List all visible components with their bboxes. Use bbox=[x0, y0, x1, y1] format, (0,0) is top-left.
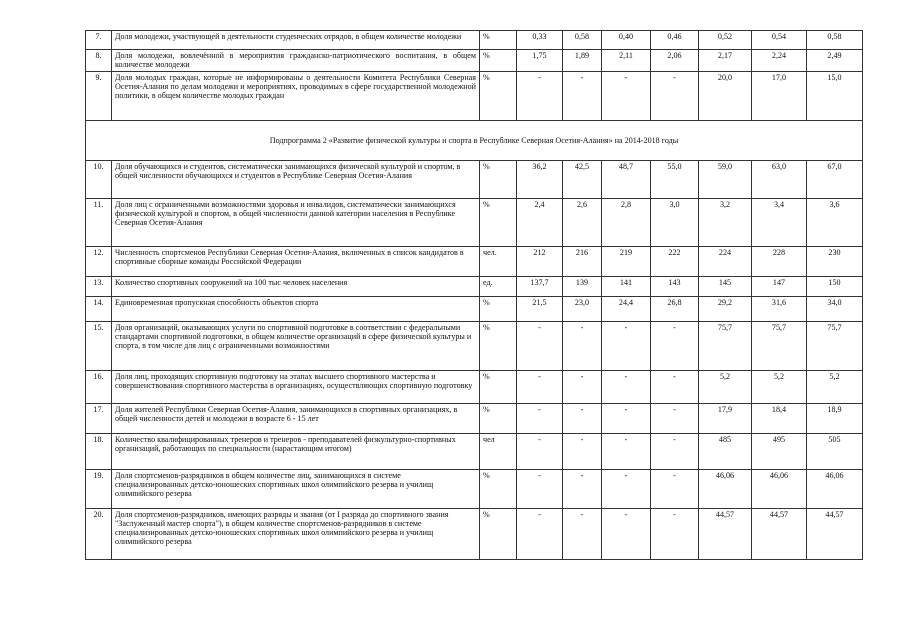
value-cell: 15,0 bbox=[807, 72, 863, 121]
indicator-name: Количество квалифицированных тренеров и тренеров - преподавателей физкультурно-спортивных организаций, работающих по специальности (нарастающим итогом) bbox=[112, 434, 480, 470]
table-section-youth bbox=[86, 31, 863, 121]
subprogram-title: Подпрограмма 2 «Развитие физической культуры и спорта в Республике Северная Осетия-Алания» на 2014-2018 годы bbox=[86, 121, 863, 161]
unit-cell: % bbox=[480, 297, 517, 322]
row-number: 14. bbox=[86, 297, 112, 322]
value-cell: - bbox=[651, 72, 699, 121]
value-cell: - bbox=[602, 434, 651, 470]
value-cell: 44,57 bbox=[752, 509, 807, 560]
unit-cell: % bbox=[480, 404, 517, 434]
row-number: 12. bbox=[86, 247, 112, 277]
value-cell: - bbox=[517, 72, 563, 121]
indicator-name: Доля обучающихся и студентов, систематически занимающихся физической культурой и спортом, в общей численности обучающихся и студентов в Республике Северная Осетия-Алания bbox=[112, 161, 480, 199]
value-cell: 75,7 bbox=[752, 322, 807, 371]
unit-cell: % bbox=[480, 50, 517, 72]
value-cell: 230 bbox=[807, 247, 863, 277]
value-cell: 34,0 bbox=[807, 297, 863, 322]
value-cell: 2,6 bbox=[563, 199, 602, 247]
table-row bbox=[86, 31, 863, 50]
value-cell: 2,49 bbox=[807, 50, 863, 72]
indicator-name: Доля молодых граждан, которые не информированы о деятельности Комитета Республики Северная Осетия-Алания по делам молодежи и мероприятиях, проводимых в сфере государственной молодежной политики, в общем количестве молодых граждан bbox=[112, 72, 480, 121]
row-number: 15. bbox=[86, 322, 112, 371]
table-row bbox=[86, 404, 863, 434]
indicator-name: Единовременная пропускная способность объектов спорта bbox=[112, 297, 480, 322]
value-cell: 67,0 bbox=[807, 161, 863, 199]
value-cell: 46,06 bbox=[807, 470, 863, 509]
value-cell: 0,58 bbox=[563, 31, 602, 50]
table-row bbox=[86, 277, 863, 297]
value-cell: 0,33 bbox=[517, 31, 563, 50]
row-number: 10. bbox=[86, 161, 112, 199]
value-cell: 2,11 bbox=[602, 50, 651, 72]
unit-cell: % bbox=[480, 199, 517, 247]
value-cell: 147 bbox=[752, 277, 807, 297]
value-cell: 505 bbox=[807, 434, 863, 470]
value-cell: 495 bbox=[752, 434, 807, 470]
value-cell: - bbox=[651, 509, 699, 560]
table-row bbox=[86, 470, 863, 509]
value-cell: - bbox=[563, 322, 602, 371]
value-cell: 44,57 bbox=[699, 509, 752, 560]
value-cell: 26,8 bbox=[651, 297, 699, 322]
value-cell: - bbox=[517, 322, 563, 371]
value-cell: - bbox=[517, 434, 563, 470]
row-number: 11. bbox=[86, 199, 112, 247]
value-cell: - bbox=[563, 470, 602, 509]
value-cell: 59,0 bbox=[699, 161, 752, 199]
value-cell: 216 bbox=[563, 247, 602, 277]
value-cell: 2,06 bbox=[651, 50, 699, 72]
value-cell: 3,6 bbox=[807, 199, 863, 247]
table-row bbox=[86, 371, 863, 404]
indicators-table bbox=[85, 30, 863, 560]
value-cell: 21,5 bbox=[517, 297, 563, 322]
value-cell: - bbox=[602, 470, 651, 509]
value-cell: 143 bbox=[651, 277, 699, 297]
value-cell: - bbox=[563, 72, 602, 121]
value-cell: - bbox=[602, 404, 651, 434]
value-cell: 485 bbox=[699, 434, 752, 470]
unit-cell: % bbox=[480, 31, 517, 50]
row-number: 16. bbox=[86, 371, 112, 404]
value-cell: 3,0 bbox=[651, 199, 699, 247]
value-cell: - bbox=[651, 371, 699, 404]
row-number: 9. bbox=[86, 72, 112, 121]
table-row bbox=[86, 72, 863, 121]
value-cell: 139 bbox=[563, 277, 602, 297]
value-cell: 75,7 bbox=[699, 322, 752, 371]
unit-cell: % bbox=[480, 161, 517, 199]
value-cell: 46,06 bbox=[752, 470, 807, 509]
row-number: 19. bbox=[86, 470, 112, 509]
value-cell: - bbox=[602, 322, 651, 371]
unit-cell: % bbox=[480, 322, 517, 371]
unit-cell: % bbox=[480, 470, 517, 509]
value-cell: 0,52 bbox=[699, 31, 752, 50]
value-cell: 1,89 bbox=[563, 50, 602, 72]
table-row bbox=[86, 297, 863, 322]
value-cell: 29,2 bbox=[699, 297, 752, 322]
value-cell: - bbox=[517, 509, 563, 560]
value-cell: 75,7 bbox=[807, 322, 863, 371]
table-section-sport bbox=[86, 161, 863, 560]
value-cell: - bbox=[517, 404, 563, 434]
value-cell: 55,0 bbox=[651, 161, 699, 199]
value-cell: 0,40 bbox=[602, 31, 651, 50]
value-cell: 20,0 bbox=[699, 72, 752, 121]
table-row bbox=[86, 322, 863, 371]
subprogram-header bbox=[86, 121, 863, 161]
value-cell: 31,6 bbox=[752, 297, 807, 322]
unit-cell: % bbox=[480, 509, 517, 560]
value-cell: 150 bbox=[807, 277, 863, 297]
value-cell: 18,9 bbox=[807, 404, 863, 434]
table-row bbox=[86, 509, 863, 560]
value-cell: 17,9 bbox=[699, 404, 752, 434]
value-cell: 63,0 bbox=[752, 161, 807, 199]
value-cell: 24,4 bbox=[602, 297, 651, 322]
value-cell: - bbox=[651, 322, 699, 371]
value-cell: 18,4 bbox=[752, 404, 807, 434]
value-cell: 3,4 bbox=[752, 199, 807, 247]
row-number: 7. bbox=[86, 31, 112, 50]
table-row bbox=[86, 161, 863, 199]
value-cell: 2,8 bbox=[602, 199, 651, 247]
table-row bbox=[86, 50, 863, 72]
indicator-name: Доля организаций, оказывающих услуги по спортивной подготовке в соответствии с федеральными стандартами спортивной подготовки, в общем количестве организаций в сфере физической культуры и спорта, в том числе для лиц с ограниченными возможностями bbox=[112, 322, 480, 371]
indicator-name: Доля лиц, проходящих спортивную подготовку на этапах высшего спортивного мастерства и совершенствования спортивного мастерства в организациях, осуществляющих спортивную подготовку bbox=[112, 371, 480, 404]
value-cell: 212 bbox=[517, 247, 563, 277]
indicator-name: Доля молодежи, вовлечённой в мероприятия гражданско-патриотического воспитания, в общем количестве молодежи bbox=[112, 50, 480, 72]
value-cell: - bbox=[602, 72, 651, 121]
value-cell: - bbox=[651, 470, 699, 509]
value-cell: - bbox=[563, 371, 602, 404]
indicator-name: Количество спортивных сооружений на 100 тыс человек населения bbox=[112, 277, 480, 297]
value-cell: 46,06 bbox=[699, 470, 752, 509]
row-number: 8. bbox=[86, 50, 112, 72]
value-cell: 1,75 bbox=[517, 50, 563, 72]
value-cell: 2,4 bbox=[517, 199, 563, 247]
table-row bbox=[86, 434, 863, 470]
indicator-name: Доля спортсменов-разрядников в общем количестве лиц, занимающихся в системе специализированных детско-юношеских спортивных школ олимпийского резерва и училищ олимпийского резерва bbox=[112, 470, 480, 509]
table-row bbox=[86, 247, 863, 277]
value-cell: 5,2 bbox=[752, 371, 807, 404]
value-cell: 44,57 bbox=[807, 509, 863, 560]
unit-cell: ед. bbox=[480, 277, 517, 297]
value-cell: 224 bbox=[699, 247, 752, 277]
value-cell: 48,7 bbox=[602, 161, 651, 199]
value-cell: 0,54 bbox=[752, 31, 807, 50]
row-number: 20. bbox=[86, 509, 112, 560]
value-cell: 17,0 bbox=[752, 72, 807, 121]
indicator-name: Доля молодежи, участвующей в деятельности студенческих отрядов, в общем количестве молодежи bbox=[112, 31, 480, 50]
value-cell: 5,2 bbox=[699, 371, 752, 404]
unit-cell: % bbox=[480, 72, 517, 121]
value-cell: - bbox=[563, 434, 602, 470]
unit-cell: % bbox=[480, 371, 517, 404]
value-cell: - bbox=[563, 404, 602, 434]
value-cell: - bbox=[563, 509, 602, 560]
value-cell: 2,17 bbox=[699, 50, 752, 72]
value-cell: 3,2 bbox=[699, 199, 752, 247]
indicator-name: Доля спортсменов-разрядников, имеющих разряды и звания (от I разряда до спортивного звания "Заслуженный мастер спорта"), в общем количестве спортсменов-разрядников в системе специализированных детско-юношеских спортивных школ олимпийского резерва и училищ олимпийского резерва bbox=[112, 509, 480, 560]
value-cell: 0,58 bbox=[807, 31, 863, 50]
table-row bbox=[86, 121, 863, 161]
value-cell: 222 bbox=[651, 247, 699, 277]
row-number: 18. bbox=[86, 434, 112, 470]
indicator-name: Доля жителей Республики Северная Осетия-Алания, занимающихся в спортивных организациях, в общей численности детей и молодежи в возрасте 6 - 15 лет bbox=[112, 404, 480, 434]
row-number: 17. bbox=[86, 404, 112, 434]
indicator-name: Численность спортсменов Республики Северная Осетия-Алания, включенных в список кандидатов в спортивные сборные команды Российской Федерации bbox=[112, 247, 480, 277]
unit-cell: чел. bbox=[480, 247, 517, 277]
value-cell: 145 bbox=[699, 277, 752, 297]
value-cell: 141 bbox=[602, 277, 651, 297]
unit-cell: чел bbox=[480, 434, 517, 470]
value-cell: - bbox=[651, 404, 699, 434]
row-number: 13. bbox=[86, 277, 112, 297]
value-cell: 0,46 bbox=[651, 31, 699, 50]
table-row bbox=[86, 199, 863, 247]
value-cell: 42,5 bbox=[563, 161, 602, 199]
value-cell: - bbox=[517, 371, 563, 404]
value-cell: 228 bbox=[752, 247, 807, 277]
indicator-name: Доля лиц с ограниченными возможностями здоровья и инвалидов, систематически занимающихся физической культурой и спортом, в общей численности данной категории населения в Республике Северная Осетия-Алания bbox=[112, 199, 480, 247]
value-cell: - bbox=[602, 509, 651, 560]
value-cell: 23,0 bbox=[563, 297, 602, 322]
value-cell: - bbox=[517, 470, 563, 509]
value-cell: 219 bbox=[602, 247, 651, 277]
value-cell: - bbox=[602, 371, 651, 404]
value-cell: 137,7 bbox=[517, 277, 563, 297]
value-cell: 5,2 bbox=[807, 371, 863, 404]
value-cell: 2,24 bbox=[752, 50, 807, 72]
value-cell: - bbox=[651, 434, 699, 470]
value-cell: 36,2 bbox=[517, 161, 563, 199]
